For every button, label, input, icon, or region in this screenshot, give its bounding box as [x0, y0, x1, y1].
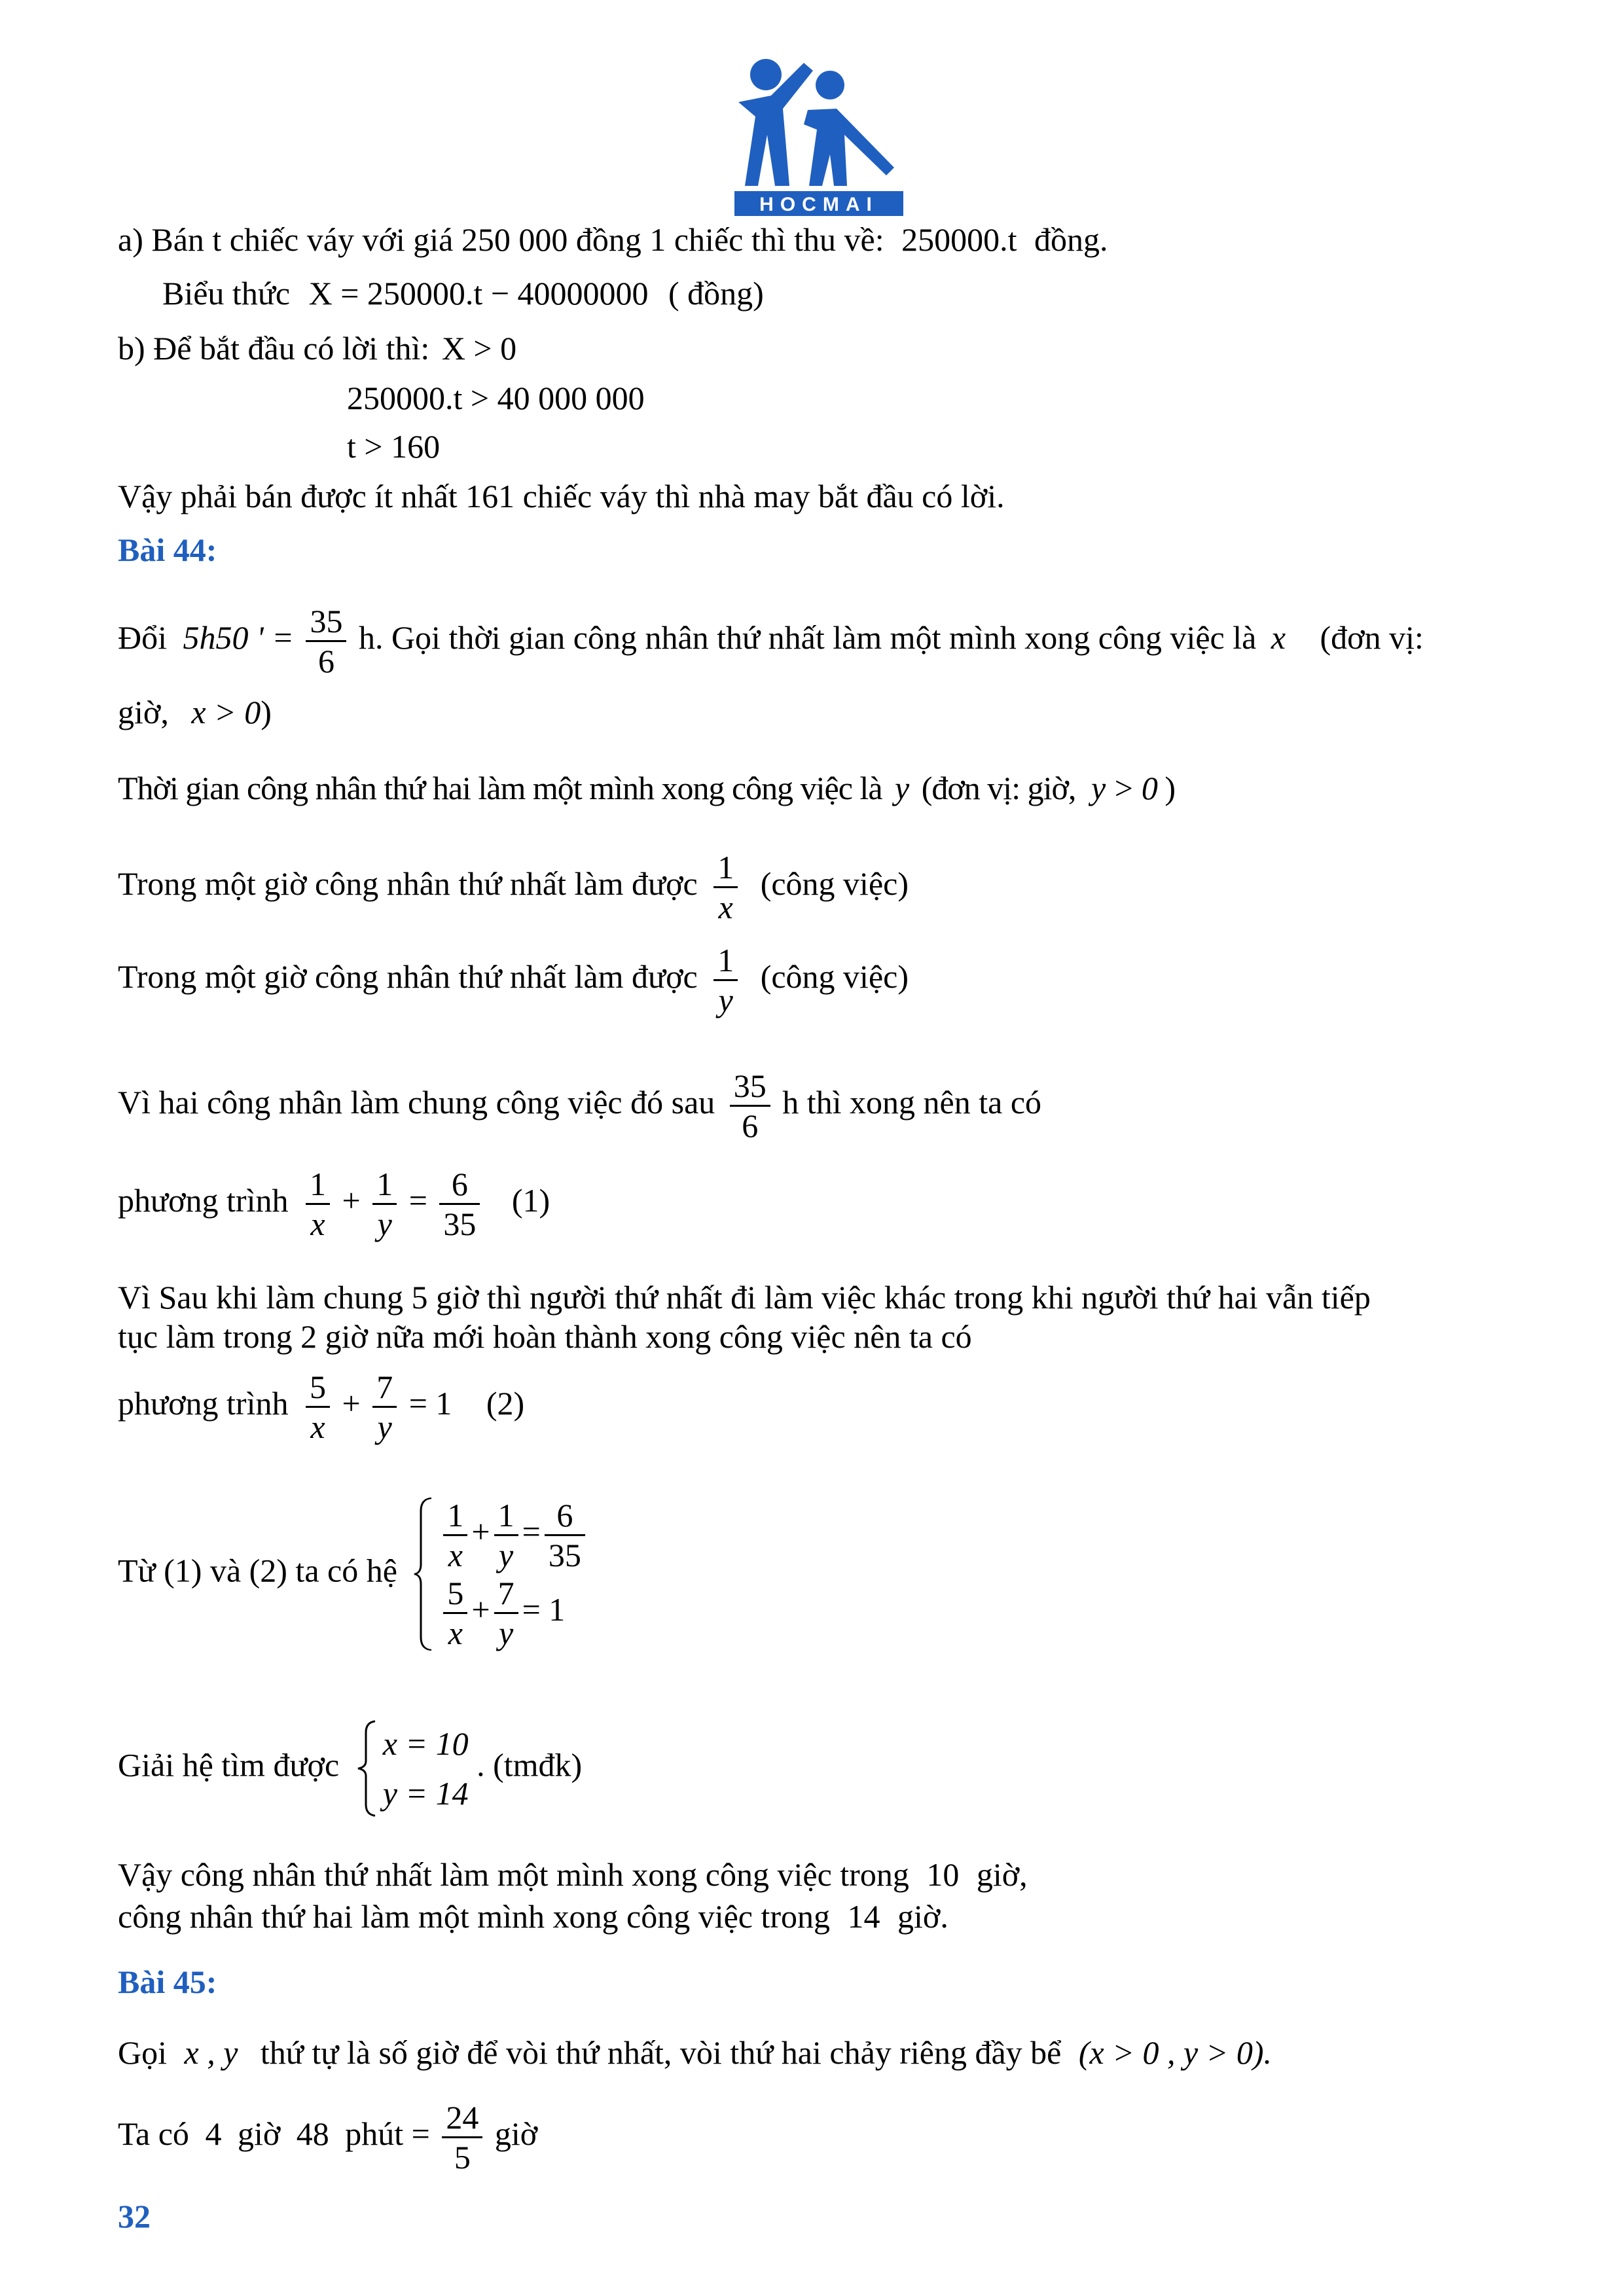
bai44-p3-b: (đơn vị: giờ, [921, 770, 1076, 806]
conclusion1-a: Vậy công nhân thứ nhất làm một mình xong công việc trong [118, 1856, 909, 1893]
system-row-1 [439, 1496, 588, 1574]
sys-r1-fraction-3 [545, 1496, 585, 1574]
fraction-denominator: y [713, 979, 738, 1019]
sys-r1-fraction-2 [494, 1496, 518, 1574]
eq2-label: phương trình [118, 1384, 289, 1422]
bai44-p1-b: h. Gọi thời gian công nhân thứ nhất làm một mình xong công việc là [358, 619, 1257, 656]
fraction-numerator: 24 [446, 2099, 479, 2136]
fraction-numerator: 6 [556, 1497, 573, 1534]
fraction-denominator: x [443, 1534, 467, 1574]
system-of-equations [412, 1496, 588, 1652]
fraction-denominator: y [494, 1534, 518, 1574]
bai45-p1 [118, 2033, 1272, 2072]
expression-formula: X = 250000.t − 40000000 [308, 275, 649, 312]
fraction-numerator: 1 [717, 849, 734, 886]
fraction-denominator: y [494, 1612, 518, 1652]
bai45-p2-fraction [442, 2098, 482, 2176]
fraction-numerator: 7 [376, 1369, 393, 1405]
bai44-p2 [118, 692, 272, 732]
bai45-p2-b: giờ [237, 2115, 281, 2152]
conclusion2-value: 14 [847, 1898, 880, 1935]
bai45-p1-b: thứ tự là số giờ để vòi thứ nhất, vòi thứ hai chảy riêng đầy bể [260, 2034, 1062, 2071]
bai45-p1-a: Gọi [118, 2034, 167, 2071]
solution-x: x = 10 [382, 1725, 469, 1762]
conclusion1-value: 10 [926, 1856, 960, 1893]
bai44-conclusion-1 [118, 1855, 1028, 1894]
sys-r2-rhs: = 1 [522, 1590, 566, 1628]
bai44-p3-cond: y > 0 [1091, 770, 1157, 806]
bai44-p7-line1: Vì Sau khi làm chung 5 giờ thì người thứ nhất đi làm việc khác trong khi người thứ hai vẫn tiếp [118, 1279, 1371, 1316]
bai45-p2-hours: 4 [205, 2115, 222, 2152]
bai44-p6-fraction [730, 1067, 770, 1145]
section-b-condition: X > 0 [441, 330, 517, 367]
bai44-p1-conv: 5h50 ' = [183, 619, 294, 656]
section-b-line1 [118, 329, 516, 368]
bai44-p5-unit: (công việc) [760, 958, 909, 995]
bai44-p3-text: Thời gian công nhân thứ hai làm một mình xong công việc là [118, 770, 882, 806]
eq2-fraction-1 [306, 1368, 330, 1446]
sys-r1-equals: = [522, 1513, 541, 1550]
sys-r2-fraction-1 [443, 1574, 467, 1652]
fraction-denominator: 6 [730, 1105, 770, 1145]
sys-r1-fraction-1 [443, 1496, 467, 1574]
section-b-step1: 250000.t > 40 000 000 [347, 380, 645, 416]
fraction-numerator: 1 [497, 1497, 514, 1534]
bai45-p2-c: phút = [345, 2115, 430, 2152]
solution-label: Giải hệ tìm được [118, 1746, 340, 1784]
sys-r2-fraction-2 [494, 1574, 518, 1652]
bai44-p7-line2: tục làm trong 2 giờ nữa mới hoàn thành xong công việc nên ta có [118, 1318, 972, 1355]
left-brace-icon [412, 1496, 435, 1652]
bai44-p5-fraction [713, 941, 738, 1019]
section-b-step2: t > 160 [347, 428, 441, 465]
fraction-numerator: 5 [309, 1369, 326, 1405]
conclusion1-b: giờ, [976, 1856, 1028, 1893]
logo-text: HOCMAI [759, 194, 878, 215]
eq2-plus: + [342, 1384, 361, 1422]
bai44-p1-c: (đơn vị: [1320, 619, 1424, 656]
bai44-p5 [118, 941, 909, 1019]
bai44-p3 [118, 768, 1175, 808]
fraction-denominator: 6 [306, 640, 346, 680]
eq2-fraction-2 [372, 1368, 397, 1446]
eq1-label: phương trình [118, 1181, 289, 1219]
system-label: Từ (1) và (2) ta có hệ [118, 1552, 397, 1589]
bai44-p1 [118, 602, 1424, 680]
section-b-text: b) Để bắt đầu có lời thì: [118, 330, 430, 367]
fraction-denominator: y [372, 1406, 397, 1446]
bai45-p2-a: Ta có [118, 2115, 189, 2152]
bai44-p1-a: Đổi [118, 619, 167, 656]
bai44-p2-b: ) [261, 694, 272, 730]
bai44-equation-2 [118, 1368, 524, 1446]
eq2-tag: (2) [486, 1384, 525, 1422]
bai44-p3-var: y [895, 770, 909, 806]
bai45-p2 [118, 2098, 537, 2176]
fraction-denominator: y [372, 1203, 397, 1243]
bai44-p6-a: Vì hai công nhân làm chung công việc đó sau [118, 1083, 715, 1121]
bai44-p4-fraction [713, 848, 738, 926]
eq1-fraction-2 [372, 1165, 397, 1243]
hocmai-logo [732, 56, 907, 217]
bai44-p6-b: h thì xong nên ta có [782, 1083, 1042, 1121]
eq1-tag: (1) [511, 1181, 550, 1219]
bai44-p5-text: Trong một giờ công nhân thứ nhất làm được [118, 958, 698, 995]
bai44-p4-unit: (công việc) [760, 865, 909, 902]
fraction-numerator: 1 [309, 1166, 326, 1202]
section-a-line2 [162, 274, 764, 313]
fraction-numerator: 35 [310, 603, 343, 639]
section-a-expr: 250000.t [901, 221, 1017, 258]
bai44-solution [118, 1719, 582, 1818]
eq1-plus: + [342, 1181, 361, 1219]
solution-system [355, 1719, 469, 1818]
fraction-denominator: x [306, 1406, 330, 1446]
hocmai-logo-graphic [732, 56, 907, 217]
conclusion2-b: giờ. [897, 1898, 948, 1935]
bai45-p2-d: giờ [494, 2115, 538, 2152]
eq1-fraction-3 [439, 1165, 480, 1243]
fraction-numerator: 35 [733, 1067, 767, 1104]
page-number: 32 [118, 2198, 151, 2234]
bai44-equation-1 [118, 1165, 550, 1243]
fraction-numerator: 5 [447, 1575, 464, 1611]
fraction-denominator: x [443, 1612, 467, 1652]
sys-r1-plus: + [471, 1513, 490, 1550]
fraction-numerator: 1 [447, 1497, 464, 1534]
expression-unit: ( đồng) [668, 275, 764, 312]
system-row-2 [439, 1574, 588, 1652]
fraction-denominator: 35 [545, 1534, 585, 1574]
eq1-equals: = [408, 1181, 427, 1219]
fraction-numerator: 6 [451, 1166, 468, 1202]
bai44-title: Bài 44: [118, 531, 217, 568]
bai45-p1-vars: x , y [184, 2034, 238, 2071]
section-a-unit: đồng. [1034, 221, 1108, 258]
section-a-line1 [118, 220, 1108, 259]
bai44-p1-fraction [306, 602, 346, 680]
bai45-p2-minutes: 48 [296, 2115, 329, 2152]
solution-tag: . (tmđk) [477, 1746, 583, 1784]
bai44-conclusion-2 [118, 1897, 948, 1936]
fraction-numerator: 1 [376, 1166, 393, 1202]
solution-y: y = 14 [382, 1775, 469, 1812]
eq2-rhs: = 1 [408, 1384, 452, 1422]
bai44-p4 [118, 848, 909, 926]
section-b-conclusion: Vậy phải bán được ít nhất 161 chiếc váy thì nhà may bắt đầu có lời. [118, 478, 1005, 514]
fraction-denominator: x [306, 1203, 330, 1243]
fraction-denominator: 5 [442, 2136, 482, 2176]
bai45-p1-cond: (x > 0 , y > 0). [1078, 2034, 1272, 2071]
section-a-text: a) Bán t chiếc váy với giá 250 000 đồng 1 chiếc thì thu về: [118, 221, 884, 258]
bai44-p2-cond: x > 0 [191, 694, 261, 730]
bai44-p6 [118, 1067, 1041, 1145]
sys-r2-plus: + [471, 1590, 490, 1628]
conclusion2-a: công nhân thứ hai làm một mình xong công việc trong [118, 1898, 831, 1935]
bai44-p3-c: ) [1164, 770, 1176, 806]
left-brace-icon [355, 1719, 379, 1818]
fraction-numerator: 7 [497, 1575, 514, 1611]
bai45-title: Bài 45: [118, 1964, 217, 2000]
fraction-numerator: 1 [717, 942, 734, 978]
bai44-p4-text: Trong một giờ công nhân thứ nhất làm được [118, 865, 698, 902]
eq1-fraction-1 [306, 1165, 330, 1243]
expression-label: Biểu thức [162, 275, 291, 312]
fraction-denominator: 35 [439, 1203, 480, 1243]
bai44-p1-var: x [1271, 619, 1286, 656]
bai44-system [118, 1496, 589, 1652]
bai44-p2-a: giờ, [118, 694, 169, 730]
fraction-denominator: x [713, 886, 738, 926]
